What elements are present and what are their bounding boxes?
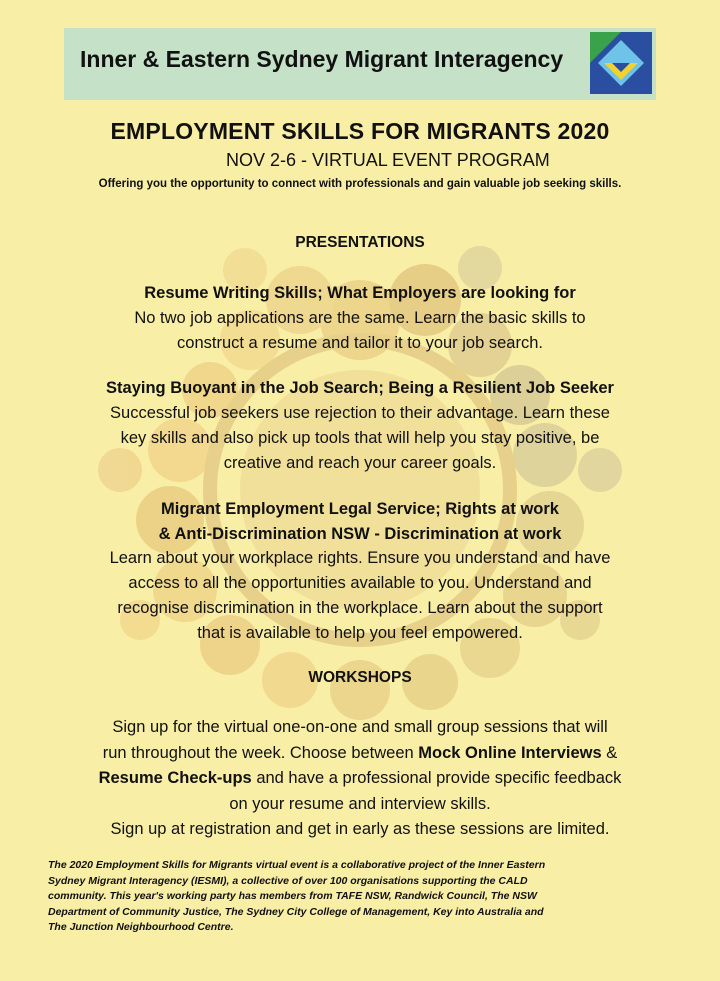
organisation-name: Inner & Eastern Sydney Migrant Interagency [80, 46, 564, 72]
iesmi-diamond-logo-icon [590, 32, 652, 94]
presentation-title: Staying Buoyant in the Job Search; Being a Resilient Job Seeker [106, 379, 614, 397]
presentations-heading: PRESENTATIONS [295, 234, 425, 251]
mock-interviews-highlight: Mock Online Interviews [418, 743, 602, 762]
presentation-title: Migrant Employment Legal Service; Rights at work & Anti-Discrimination NSW - Discrimination at work [158, 500, 562, 543]
footer-note: The 2020 Employment Skills for Migrants virtual event is a collaborative project of the Inner Eastern Sydney Migrant Interagency (IESMI), a collective of over 100 organisations supporting the CALD community. This year's working party has members from TAFE NSW, Randwick Council, The NSW Department of Community Justice, The Sydney City College of Management, Key into Australia and The Junction Neighbourhood Centre. [48, 859, 546, 933]
event-title: EMPLOYMENT SKILLS FOR MIGRANTS 2020 [110, 118, 610, 144]
event-tagline: Offering you the opportunity to connect with professionals and gain valuable job seeking skills. [98, 178, 622, 190]
workshops-description: Sign up for the virtual one-on-one and small group sessions that will run throughout the week. Choose between Mock Online Interviews & Resume Check-ups and have a professional provide specific feedback on your resume and interview skills. Sign up at registration and get in early as these sessions are limited. [98, 718, 622, 838]
header-banner [64, 28, 656, 100]
presentation-description: No two job applications are the same. Learn the basic skills to construct a resume and tailor it to your job search. [134, 309, 586, 352]
presentation-title: Resume Writing Skills; What Employers are looking for [144, 284, 576, 302]
presentation-description: Successful job seekers use rejection to their advantage. Learn these key skills and also pick up tools that will help you stay positive, be creative and reach your career goals. [110, 404, 610, 472]
event-subtitle: NOV 2-6 - VIRTUAL EVENT PROGRAM [226, 150, 550, 170]
presentation-description: Learn about your workplace rights. Ensure you understand and have access to all the opportunities available to you. Understand and recognise discrimination in the workplace. Learn about the support that is available to help you feel empowered. [109, 549, 611, 642]
workshops-heading: WORKSHOPS [308, 669, 412, 686]
resume-checkups-highlight: Resume Check-ups [98, 769, 252, 787]
